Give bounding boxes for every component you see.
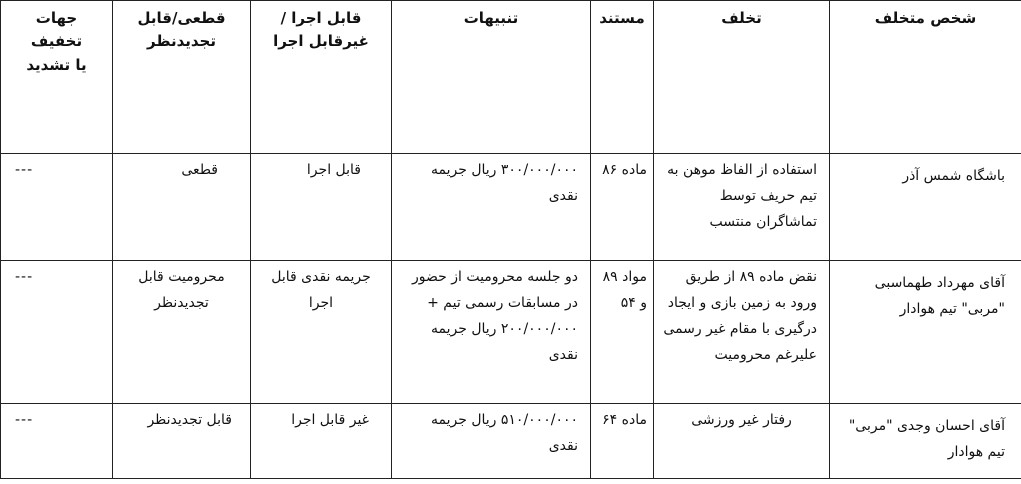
cell-mitigation: --- bbox=[1, 261, 113, 404]
header-enforceable: قابل اجرا /غیرقابل اجرا bbox=[251, 1, 392, 154]
header-person: شخص متخلف bbox=[830, 1, 1021, 154]
cell-penalties: ۵۱۰/۰۰۰/۰۰۰ ریال جریمه نقدی bbox=[392, 404, 591, 479]
cell-mitigation: --- bbox=[1, 154, 113, 261]
header-final-appealable: قطعی/قابل تجدیدنظر bbox=[113, 1, 251, 154]
header-violation: تخلف bbox=[654, 1, 830, 154]
cell-basis: مواد ۸۹ و ۵۴ bbox=[591, 261, 654, 404]
cell-mitigation: --- bbox=[1, 404, 113, 479]
table-row bbox=[1, 261, 1021, 404]
cell-final-appealable: قطعی bbox=[113, 154, 251, 261]
cell-enforceable: جریمه نقدی قابل اجرا bbox=[251, 261, 392, 404]
cell-penalties: ۳۰۰/۰۰۰/۰۰۰ ریال جریمه نقدی bbox=[392, 154, 591, 261]
cell-enforceable: غیر قابل اجرا bbox=[251, 404, 392, 479]
cell-person: آقای مهرداد طهماسبی "مربی" تیم هوادار bbox=[830, 261, 1021, 404]
cell-final-appealable: قابل تجدیدنظر bbox=[113, 404, 251, 479]
header-mitigation: جهات تخفیف یا تشدید bbox=[1, 1, 113, 154]
cell-basis: ماده ۸۶ bbox=[591, 154, 654, 261]
cell-person: باشگاه شمس آذر bbox=[830, 154, 1021, 261]
cell-violation: استفاده از الفاظ موهن به تیم حریف توسط تماشاگران منتسب bbox=[654, 154, 830, 261]
cell-violation: رفتار غیر ورزشی bbox=[654, 404, 830, 479]
table-row bbox=[1, 404, 1021, 479]
header-penalties: تنبیهات bbox=[392, 1, 591, 154]
header-row bbox=[1, 1, 1021, 154]
cell-person: آقای احسان وجدی "مربی" تیم هوادار bbox=[830, 404, 1021, 479]
table-row bbox=[1, 154, 1021, 261]
header-basis: مستند bbox=[591, 1, 654, 154]
cell-penalties: دو جلسه محرومیت از حضور در مسابقات رسمی تیم + ۲۰۰/۰۰۰/۰۰۰ ریال جریمه نقدی bbox=[392, 261, 591, 404]
cell-final-appealable: محرومیت قابل تجدیدنظر bbox=[113, 261, 251, 404]
cell-basis: ماده ۶۴ bbox=[591, 404, 654, 479]
cell-enforceable: قابل اجرا bbox=[251, 154, 392, 261]
cell-violation: نقض ماده ۸۹ از طریق ورود به زمین بازی و ایجاد درگیری با مقام غیر رسمی علیرغم محرومیت bbox=[654, 261, 830, 404]
